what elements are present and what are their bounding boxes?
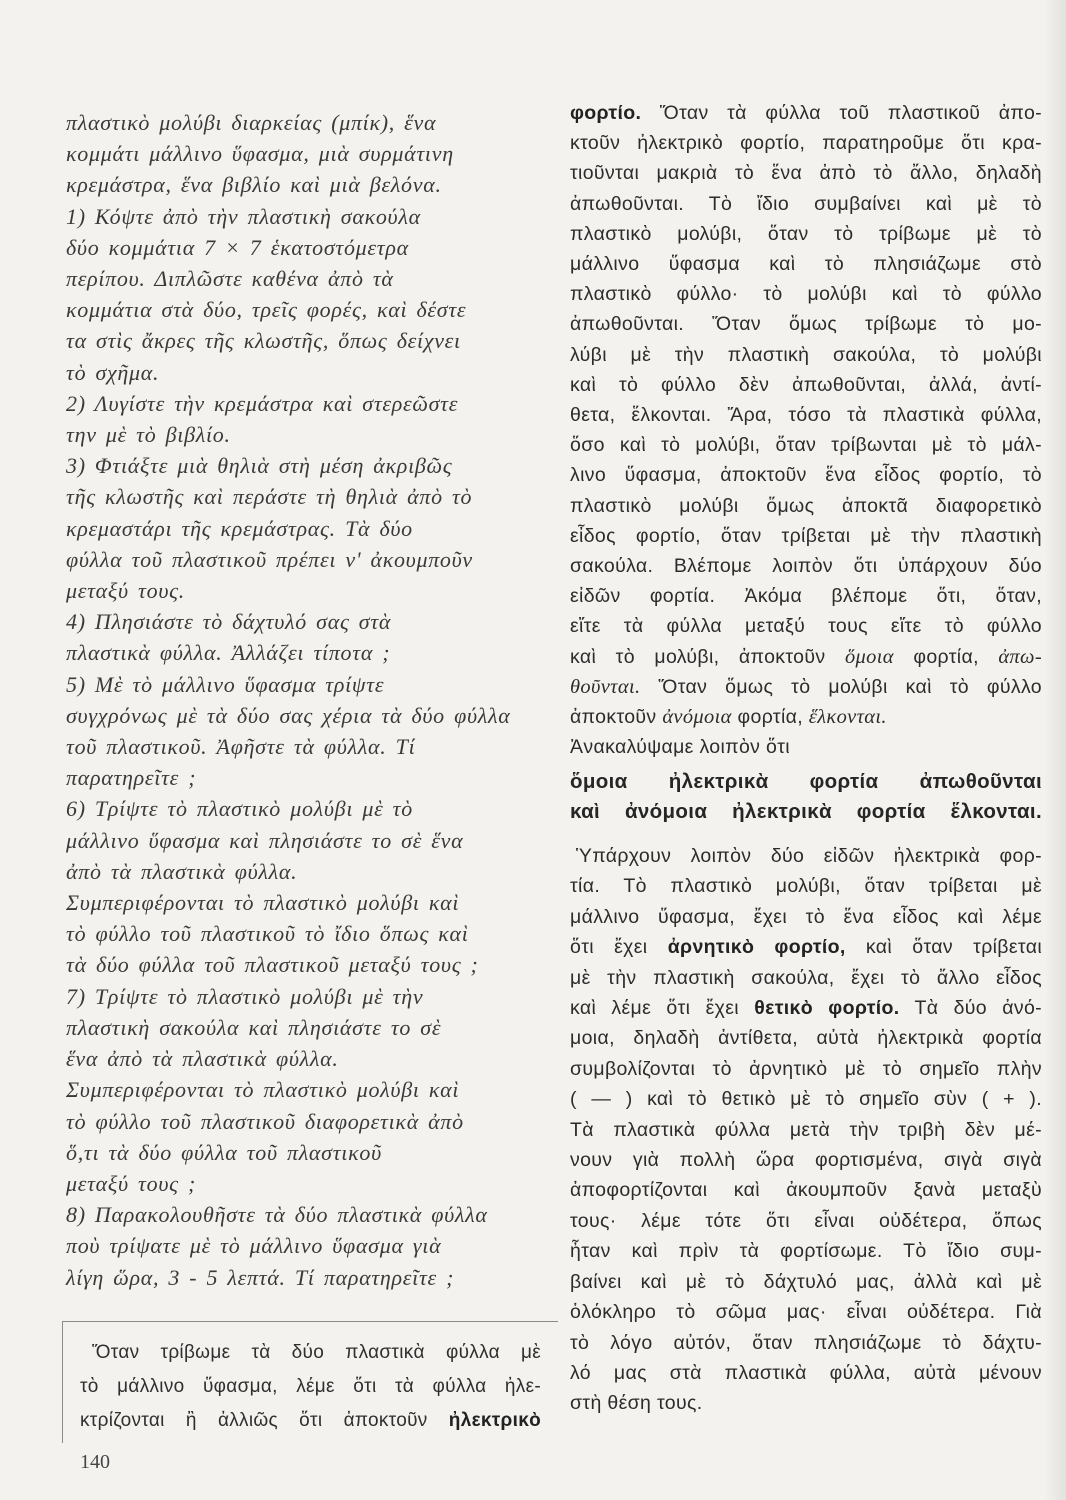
bold-run: θετικὸ φορτίο. <box>754 997 900 1020</box>
observation-line: πλαστικὸ μολύβι ὅμως ἀποκτᾶ διαφορετικὸ <box>570 494 1042 517</box>
explanation-column <box>570 0 1042 1500</box>
text-run: ὅτι ἔχει <box>570 936 668 959</box>
observation-line: πλαστικὸ μολύβι, ὅταν τὸ τρίβωμε μὲ τὸ <box>570 222 1042 245</box>
explanation-line <box>570 932 1042 962</box>
rule-line: ὅμοια ἠλεκτρικὰ φορτία ἀπωθοῦνται <box>570 770 1042 793</box>
explanation-line: ἀποφορτίζονται καὶ ἀκουμποῦν ξανὰ μεταξὺ <box>570 1179 1042 1202</box>
instruction-line: πλαστικὰ φύλλα. Ἀλλάζει τίποτα ; <box>66 640 391 666</box>
italic-run: ἀπω- <box>998 645 1042 668</box>
conclusion-lead <box>570 732 1042 762</box>
text-run: Ὅταν τὰ φύλλα τοῦ πλαστικοῦ ἀπο- <box>641 102 1042 124</box>
italic-run: θοῦνται. <box>570 675 641 698</box>
instruction-line: παρατηρεῖτε ; <box>66 765 197 791</box>
observation-paragraph <box>570 98 1042 732</box>
instruction-line: 7) Τρίψτε τὸ πλαστικὸ μολύβι μὲ τὴν <box>66 983 424 1009</box>
observation-line: μάλλινο ὕφασμα καὶ τὸ πλησιάζωμε στὸ <box>570 253 1042 276</box>
instruction-line: κομμάτια στὰ δύο, τρεῖς φορές, καὶ δέστε <box>66 297 467 323</box>
instruction-line: τὰ δύο φύλλα τοῦ πλαστικοῦ μεταξύ τους ; <box>66 952 479 978</box>
definition-text <box>80 1336 541 1438</box>
instruction-line: μεταξύ τους. <box>66 578 185 604</box>
charge-rule-statement <box>570 767 1042 827</box>
observation-line: ἀπωθοῦνται. Τὸ ἴδιο συμβαίνει καὶ μὲ τὸ <box>570 192 1042 215</box>
instruction-line: τὸ φύλλο τοῦ πλαστικοῦ τὸ ἴδιο ὅπως καὶ <box>66 921 469 947</box>
explanation-line: λό μας στὰ πλαστικὰ φύλλα, αὐτὰ μένουν <box>570 1361 1042 1384</box>
explanation-line: βαίνει καὶ μὲ τὸ δάχτυλό μας, ἀλλὰ καὶ μὲ <box>570 1270 1042 1293</box>
explanation-line: τὸ λόγο αὐτόν, ὅταν πλησιάζωμε τὸ δάχτυ- <box>570 1331 1042 1354</box>
text-run: καὶ ὅταν τρίβεται <box>845 936 1043 959</box>
instruction-line: 3) Φτιάξτε μιὰ θηλιὰ στὴ μέση ἀκριβῶς <box>66 453 453 479</box>
instruction-line: φύλλα τοῦ πλαστικοῦ πρέπει ν' ἀκουμποῦν <box>66 546 473 572</box>
observation-line: κτοῦν ἠλεκτρικὸ φορτίο, παρατηροῦμε ὅτι κρα- <box>570 132 1042 155</box>
explanation-line: στὴ θέση τους. <box>570 1392 703 1415</box>
observation-line: καὶ τὸ φύλλο δὲν ἀπωθοῦνται, ἀλλά, ἀντί- <box>570 373 1042 396</box>
observation-line: θετα, ἕλκονται. Ἄρα, τόσο τὰ πλαστικὰ φύλλα, <box>570 404 1042 427</box>
explanation-line: ὁλόκληρο τὸ σῶμα μας· εἶναι οὐδέτερα. Γιὰ <box>570 1301 1042 1324</box>
instruction-line: Συμπεριφέρονται τὸ πλαστικὸ μολύβι καὶ <box>66 1077 460 1103</box>
observation-line <box>570 98 1042 128</box>
observation-line: εἰδῶν φορτία. Ἀκόμα βλέπομε ὅτι, ὅταν, <box>570 585 1042 608</box>
text-run: φορτία, <box>893 645 999 668</box>
text-run: καὶ λέμε ὅτι ἔχει <box>570 997 755 1020</box>
instruction-line: πλαστικὴ σακούλα καὶ πλησιάστε το σὲ <box>66 1014 442 1040</box>
instruction-line: την μὲ τὸ βιβλίο. <box>66 422 231 448</box>
italic-run: ἕλκονται. <box>808 706 887 729</box>
instruction-line: δύο κομμάτια 7 × 7 ἑκατοστόμετρα <box>66 234 409 260</box>
italic-run: ὅμοια <box>844 645 894 668</box>
text-run: κτρίζονται ἢ ἀλλιῶς ὅτι ἀποκτοῦν <box>80 1410 449 1431</box>
instruction-line: 8) Παρακολουθῆστε τὰ δύο πλαστικὰ φύλλα <box>66 1202 488 1228</box>
explanation-line: ἦταν καὶ πρὶν τὰ φορτίσωμε. Τὸ ἴδιο συμ- <box>570 1240 1042 1263</box>
instruction-line: 2) Λυγίστε τὴν κρεμάστρα καὶ στερεῶστε <box>66 390 459 416</box>
observation-line <box>570 702 1042 732</box>
instruction-line: τοῦ πλαστικοῦ. Ἀφῆστε τὰ φύλλα. Τί <box>66 734 416 760</box>
instruction-line: μεταξύ τους ; <box>66 1170 196 1196</box>
explanation-line: τους· λέμε τότε ὅτι εἶναι οὐδέτερα, ὅπως <box>570 1209 1042 1232</box>
explanation-line: μὲ τὴν πλαστικὴ σακούλα, ἔχει τὸ ἄλλο εἶδος <box>570 966 1042 989</box>
instruction-line: ποὺ τρίψατε μὲ τὸ μάλλινο ὕφασμα γιὰ <box>66 1233 442 1259</box>
observation-line: τιοῦνται μακριὰ τὸ ἕνα ἀπὸ τὸ ἄλλο, δηλαδὴ <box>570 162 1042 185</box>
definition-box <box>62 1321 558 1443</box>
instruction-line: 4) Πλησιάστε τὸ δάχτυλό σας στὰ <box>66 609 392 635</box>
bold-run: ἠλεκτρικὸ <box>448 1410 541 1431</box>
instruction-line: περίπου. Διπλῶστε καθένα ἀπὸ τὰ <box>66 266 394 292</box>
explanation-line <box>570 993 1042 1023</box>
experiment-instructions <box>66 107 548 1293</box>
observation-line <box>570 642 1042 672</box>
instruction-line: κρεμαστάρι τῆς κρεμάστρας. Τὰ δύο <box>66 515 413 541</box>
instruction-line: ἀπὸ τὰ πλαστικὰ φύλλα. <box>66 858 298 884</box>
text-run: ἀποκτοῦν <box>570 706 663 729</box>
charge-types-paragraph <box>570 841 1042 1419</box>
observation-line: ὅσο καὶ τὸ μολύβι, ὅταν τρίβωνται μὲ τὸ μάλ- <box>570 434 1042 457</box>
text-run: φορτία, <box>731 706 809 729</box>
instruction-line: τῆς κλωστῆς καὶ περάστε τὴ θηλιὰ ἀπὸ τὸ <box>66 484 473 510</box>
explanation-line: νουν γιὰ πολλὴ ὥρα φορτισμένα, σιγὰ σιγὰ <box>570 1149 1042 1172</box>
instruction-line: πλαστικὸ μολύβι διαρκείας (μπίκ), ἕνα <box>66 110 437 135</box>
definition-line: τὸ μάλλινο ὕφασμα, λέμε ὅτι τὰ φύλλα ἠλε- <box>80 1376 541 1397</box>
bold-run: φορτίο. <box>570 102 642 124</box>
conclusion-lead-line: Ἀνακαλύψαμε λοιπὸν ὅτι <box>570 736 790 758</box>
instruction-line: μάλλινο ὕφασμα καὶ πλησιάστε το σὲ ἕνα <box>66 827 464 853</box>
instruction-line: λίγη ὥρα, 3 - 5 λεπτά. Τί παρατηρεῖτε ; <box>66 1264 455 1290</box>
explanation-line: συμβολίζονται τὸ ἀρνητικὸ μὲ τὸ σημεῖο πλὴν <box>570 1057 1042 1080</box>
explanation-line: μοια, δηλαδὴ ἀντίθετα, αὐτὰ ἠλεκτρικὰ φορτία <box>570 1027 1042 1050</box>
instruction-line: τὸ φύλλο τοῦ πλαστικοῦ διαφορετικὰ ἀπὸ <box>66 1108 464 1134</box>
text-run: Ὅταν ὅμως τὸ μολύβι καὶ τὸ φύλλο <box>640 675 1042 698</box>
observation-line: σακούλα. Βλέπομε λοιπὸν ὅτι ὑπάρχουν δύο <box>570 555 1042 578</box>
instruction-line: Συμπεριφέρονται τὸ πλαστικὸ μολύβι καὶ <box>66 890 460 916</box>
text-run: Τὰ δύο ἀνό- <box>899 997 1042 1020</box>
instruction-line: τα στὶς ἄκρες τῆς κλωστῆς, ὅπως δείχνει <box>66 328 461 354</box>
observation-line: λινο ὕφασμα, ἀποκτοῦν ἕνα εἶδος φορτίο, τὸ <box>570 464 1042 487</box>
instruction-line: κρεμάστρα, ἕνα βιβλίο καὶ μιὰ βελόνα. <box>66 172 442 198</box>
instruction-line: 1) Κόψτε ἀπὸ τὴν πλαστικὴ σακούλα <box>66 203 421 229</box>
definition-line <box>80 1404 541 1438</box>
definition-line: Ὅταν τρίβωμε τὰ δύο πλαστικὰ φύλλα μὲ <box>92 1342 541 1363</box>
observation-line <box>570 672 1042 702</box>
page-number: 140 <box>80 1451 110 1473</box>
observation-line: εἴτε τὰ φύλλα μεταξύ τους εἴτε τὸ φύλλο <box>570 615 1042 638</box>
instruction-line: 6) Τρίψτε τὸ πλαστικὸ μολύβι μὲ τὸ <box>66 796 413 822</box>
explanation-line: μάλλινο ὕφασμα, ἔχει τὸ ἕνα εἶδος καὶ λέμε <box>570 905 1042 928</box>
instruction-line: συγχρόνως μὲ τὰ δύο σας χέρια τὰ δύο φύλλα <box>66 702 511 728</box>
observation-line: πλαστικὸ φύλλο· τὸ μολύβι καὶ τὸ φύλλο <box>570 283 1042 306</box>
instruction-line: κομμάτι μάλλινο ὕφασμα, μιὰ συρμάτινη <box>66 141 454 167</box>
observation-line: εἶδος φορτίο, ὅταν τρίβεται μὲ τὴν πλαστικὴ <box>570 524 1042 547</box>
italic-run: ἀνόμοια <box>662 706 732 729</box>
observation-line: ἀπωθοῦνται. Ὅταν ὅμως τρίβωμε τὸ μο- <box>570 313 1042 336</box>
bold-run: ἀρνητικὸ φορτίο, <box>667 936 846 959</box>
instruction-line: 5) Μὲ τὸ μάλλινο ὕφασμα τρίψτε <box>66 671 385 697</box>
text-run: καὶ τὸ μολύβι, ἀποκτοῦν <box>570 645 845 668</box>
explanation-line: Τὰ πλαστικὰ φύλλα μετὰ τὴν τριβὴ δὲν μέ- <box>570 1118 1042 1141</box>
instruction-line: ὅ,τι τὰ δύο φύλλα τοῦ πλαστικοῦ <box>66 1139 382 1165</box>
instruction-line: τὸ σχῆμα. <box>66 359 160 385</box>
explanation-line: ( — ) καὶ τὸ θετικὸ μὲ τὸ σημεῖο σὺν ( + ). <box>570 1088 1042 1111</box>
instruction-line: ἕνα ἀπὸ τὰ πλαστικὰ φύλλα. <box>66 1046 339 1072</box>
explanation-line: τία. Τὸ πλαστικὸ μολύβι, ὅταν τρίβεται μὲ <box>570 875 1042 898</box>
observation-line: λύβι μὲ τὴν πλαστικὴ σακούλα, τὸ μολύβι <box>570 343 1042 366</box>
page-binding-shadow <box>1044 0 1066 1500</box>
rule-line: καὶ ἀνόμοια ἠλεκτρικὰ φορτία ἕλκονται. <box>570 800 1042 823</box>
explanation-line: Ὑπάρχουν λοιπὸν δύο εἰδῶν ἠλεκτρικὰ φορ- <box>576 845 1042 867</box>
